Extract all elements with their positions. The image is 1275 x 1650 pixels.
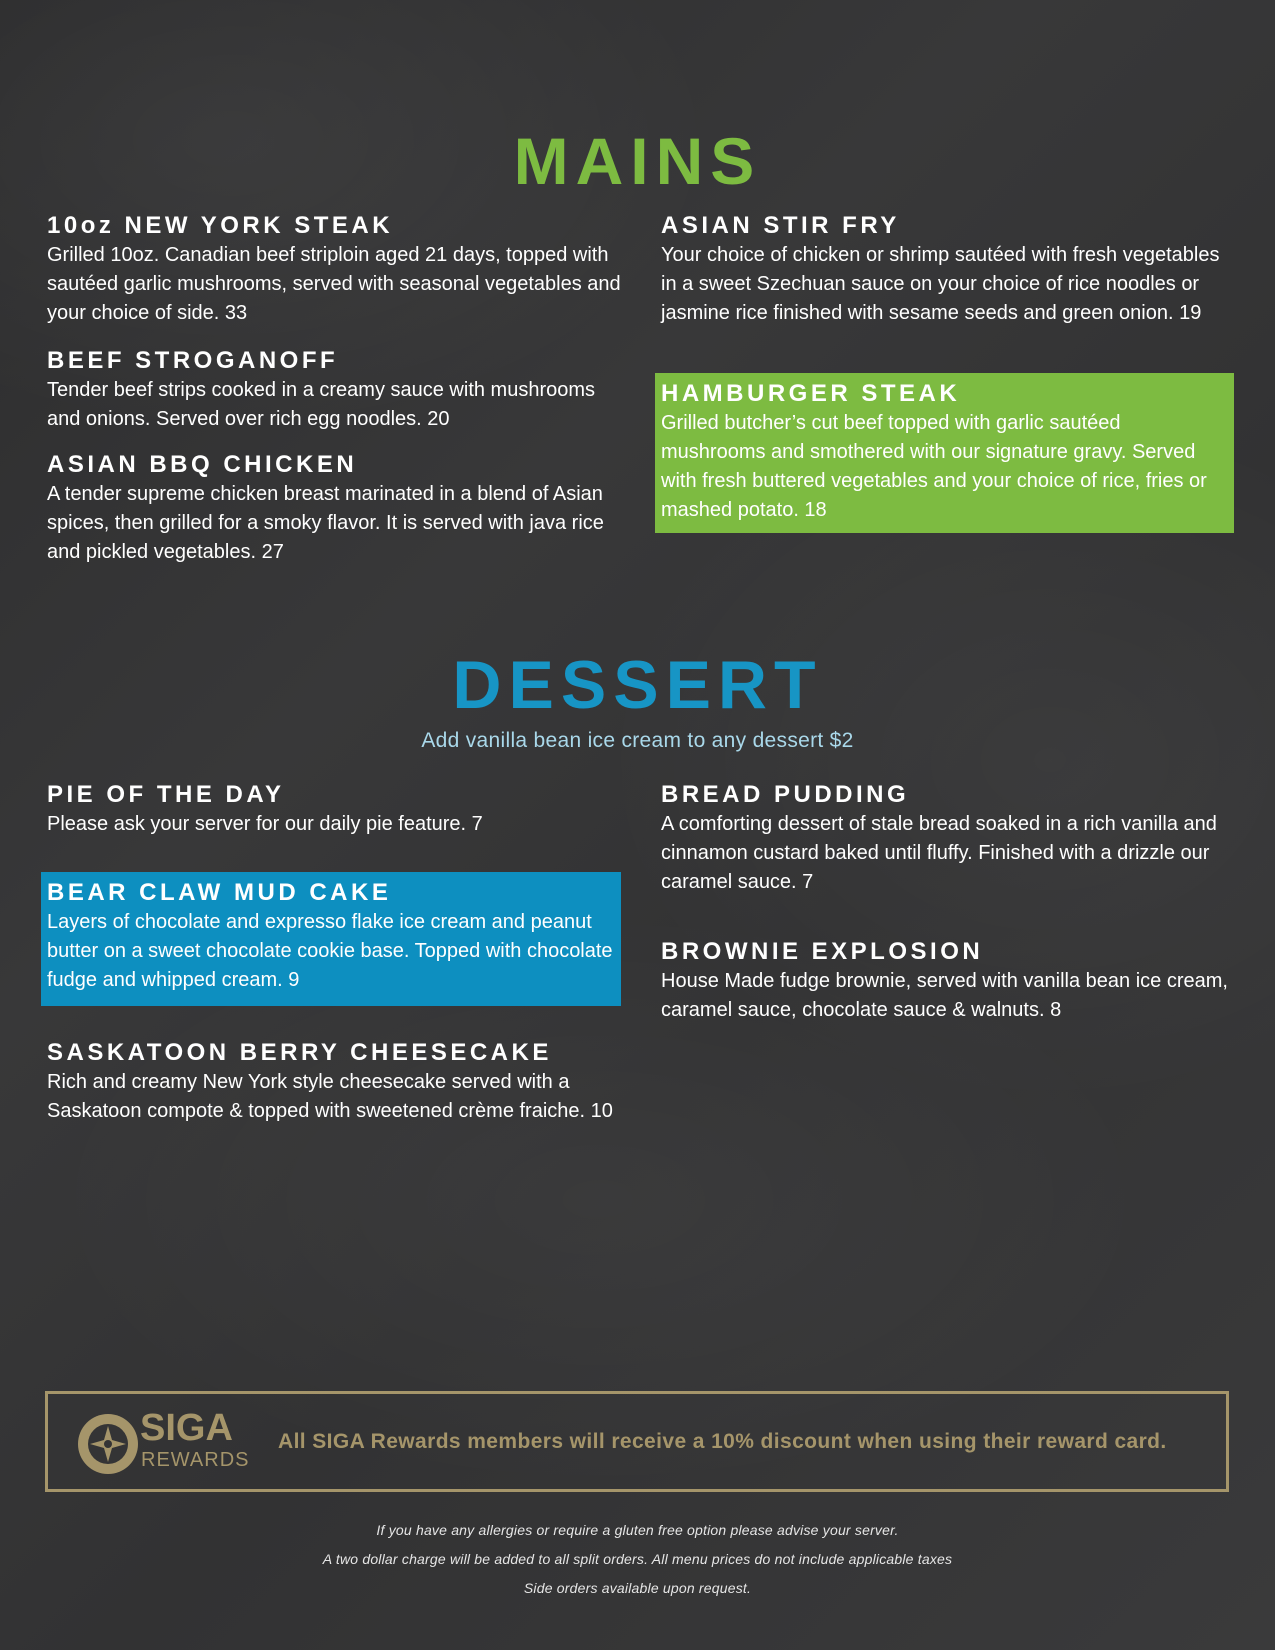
dessert-title: DESSERT	[452, 647, 823, 723]
menu-item-asian-bbq-chicken	[47, 450, 627, 567]
item-name: BROWNIE EXPLOSION	[661, 938, 984, 965]
item-description: Grilled butcher’s cut beef topped with garlic sautéed mushrooms and smothered with our signature gravy. Served with fresh buttered vegetables and your choice of rice, fries or mashed potato. 18	[661, 412, 1207, 521]
item-name: ASIAN STIR FRY	[661, 212, 900, 239]
siga-logo-word: SIGA	[140, 1407, 233, 1449]
item-description: House Made fudge brownie, served with vanilla bean ice cream, caramel sauce, chocolate sauce & walnuts. 8	[661, 970, 1228, 1021]
menu-item-brownie-explosion	[661, 937, 1231, 1025]
menu-item-saskatoon-berry-cheesecake	[47, 1038, 627, 1126]
item-description: A tender supreme chicken breast marinated in a blend of Asian spices, then grilled for a smoky flavor. It is served with java rice and pickled vegetables. 27	[47, 483, 604, 563]
item-name: 10oz NEW YORK STEAK	[47, 212, 394, 239]
siga-star-logo-icon	[76, 1412, 140, 1476]
mains-title: MAINS	[513, 124, 762, 198]
rewards-discount-text: All SIGA Rewards members will receive a 10% discount when using their reward card.	[278, 1430, 1167, 1453]
item-name: SASKATOON BERRY CHEESECAKE	[47, 1039, 552, 1066]
item-name: PIE OF THE DAY	[47, 781, 285, 808]
item-description: Layers of chocolate and expresso flake ice cream and peanut butter on a sweet chocolate cookie base. Topped with chocolate fudge and whipped cream. 9	[47, 911, 613, 991]
item-description: Rich and creamy New York style cheesecake served with a Saskatoon compote & topped with sweetened crème fraiche. 10	[47, 1071, 613, 1122]
rewards-banner	[45, 1391, 1229, 1492]
item-name: BEAR CLAW MUD CAKE	[47, 879, 392, 906]
menu-item-bear-claw-mud-cake-featured	[41, 872, 621, 1006]
item-description: A comforting dessert of stale bread soaked in a rich vanilla and cinnamon custard baked until fluffy. Finished with a drizzle our caramel sauce. 7	[661, 813, 1217, 893]
menu-item-pie-of-the-day	[47, 780, 627, 839]
menu-item-new-york-steak	[47, 211, 627, 328]
item-description: Your choice of chicken or shrimp sautéed with fresh vegetables in a sweet Szechuan sauce on your choice of rice noodles or jasmine rice finished with sesame seeds and green onion. 19	[661, 244, 1220, 324]
item-name: BREAD PUDDING	[661, 781, 910, 808]
footer-split-order-note: A two dollar charge will be added to all split orders. All menu prices do not include applicable taxes	[322, 1551, 953, 1567]
dessert-note: Add vanilla bean ice cream to any dessert $2	[421, 729, 854, 752]
footer-allergy-note: If you have any allergies or require a gluten free option please advise your server.	[376, 1522, 899, 1538]
menu-item-hamburger-steak-featured	[655, 373, 1234, 533]
item-description: Please ask your server for our daily pie feature. 7	[47, 813, 483, 835]
menu-item-bread-pudding	[661, 780, 1231, 897]
item-description: Grilled 10oz. Canadian beef striploin aged 21 days, topped with sautéed garlic mushrooms, served with seasonal vegetables and your choice of side. 33	[47, 244, 621, 324]
item-name: BEEF STROGANOFF	[47, 347, 339, 374]
item-name: HAMBURGER STEAK	[661, 380, 961, 407]
menu-item-asian-stir-fry	[661, 211, 1231, 328]
item-description: Tender beef strips cooked in a creamy sauce with mushrooms and onions. Served over rich egg noodles. 20	[47, 379, 596, 430]
item-name: ASIAN BBQ CHICKEN	[47, 451, 358, 478]
menu-item-beef-stroganoff	[47, 346, 627, 434]
footer-side-orders-note: Side orders available upon request.	[523, 1580, 752, 1596]
siga-logo-subword: REWARDS	[141, 1449, 250, 1471]
